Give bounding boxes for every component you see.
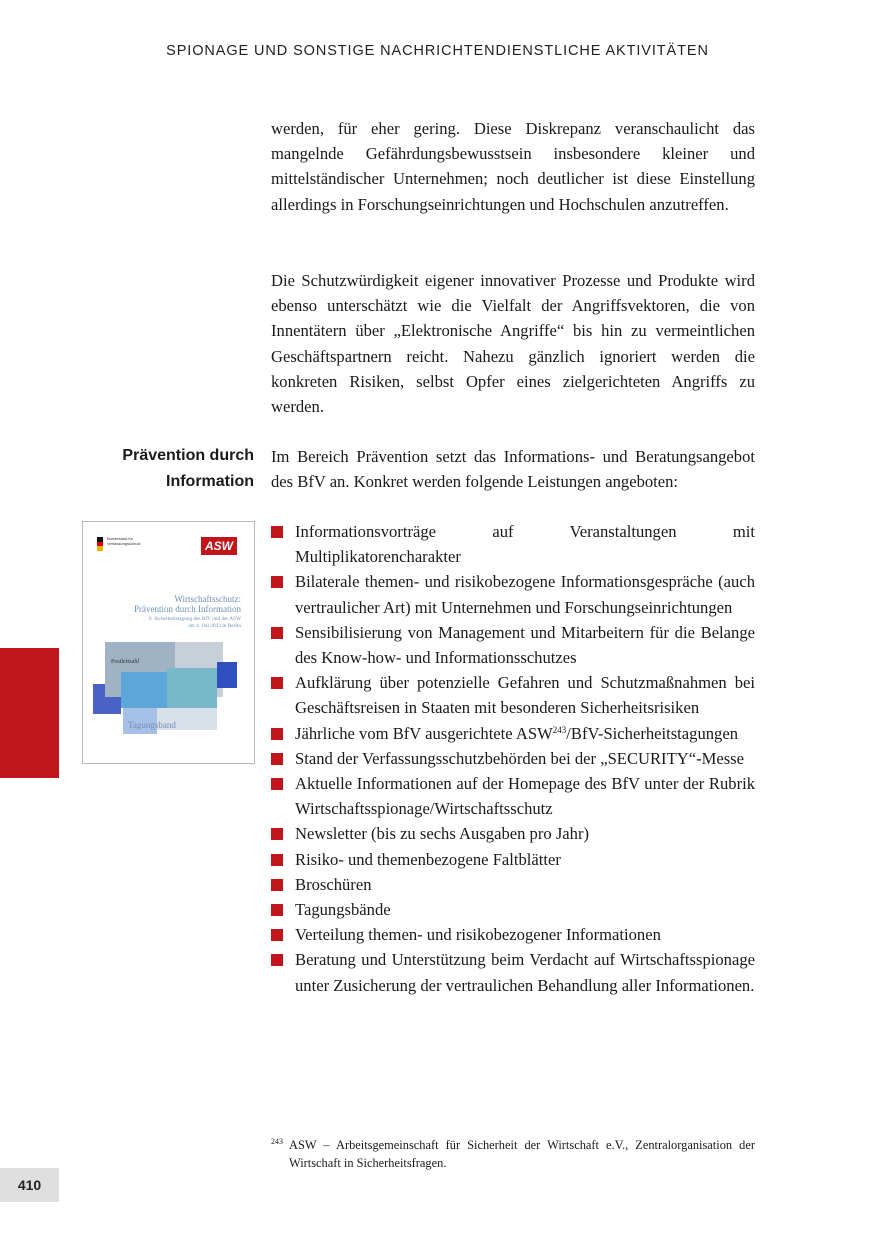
list-item — [271, 847, 755, 872]
brochure-cover-image — [82, 521, 255, 764]
page-number: 410 — [0, 1168, 59, 1202]
footnote — [271, 1136, 755, 1172]
square-bullet-icon — [271, 854, 283, 866]
paragraph-text: Im Bereich Prävention setzt das Informations- und Beratungsangebot des BfV an. Konkret werden folgende Leistungen angeboten: — [271, 447, 755, 492]
list-item — [271, 821, 755, 846]
list-item-text: Informationsvorträge auf Veranstaltungen mit Multiplikatorencharakter — [295, 522, 755, 567]
list-item-text: Aktuelle Informationen auf der Homepage des BfV unter der Rubrik Wirtschaftsspionage/Wirtschaftsschutz — [295, 774, 755, 819]
cover-org-line-1: Bundesamt für — [107, 536, 134, 541]
list-item-text: Tagungsbände — [295, 900, 391, 920]
cover-footer-label: Tagungsband — [128, 720, 176, 730]
body-paragraph-3 — [271, 444, 755, 494]
running-header: SPIONAGE UND SONSTIGE NACHRICHTENDIENSTLICHE AKTIVITÄTEN — [166, 43, 709, 59]
cover-org-name — [107, 536, 167, 546]
square-bullet-icon — [271, 576, 283, 588]
cover-subtitle — [91, 616, 241, 629]
footnote-text: ASW – Arbeitsgemeinschaft für Sicherheit der Wirtschaft e.V., Zentralorganisation der Wirtschaft in Sicherheitsfragen. — [289, 1138, 755, 1170]
list-item-text-after: /BfV-Sicherheitstagungen — [566, 723, 739, 743]
square-bullet-icon — [271, 753, 283, 765]
footnote-reference[interactable]: 243 — [552, 724, 567, 735]
list-item-text: Verteilung themen- und risikobezogener Informationen — [295, 925, 661, 945]
square-bullet-icon — [271, 728, 283, 740]
federal-eagle-flag-icon — [97, 537, 103, 551]
services-list — [271, 519, 755, 998]
list-item-text: Risiko- und themenbezogene Faltblätter — [295, 849, 561, 869]
body-paragraph-2 — [271, 268, 755, 419]
square-bullet-icon — [271, 929, 283, 941]
square-bullet-icon — [271, 677, 283, 689]
cover-title-line-1: Wirtschaftsschutz: — [174, 594, 241, 604]
square-bullet-icon — [271, 526, 283, 538]
list-item — [271, 897, 755, 922]
list-item — [271, 519, 755, 569]
list-item-text: Aufklärung über potenzielle Gefahren und Schutzmaßnahmen bei Geschäftsreisen in Staaten mit besonderen Sicherheitsrisiken — [295, 673, 755, 718]
list-item — [271, 947, 755, 997]
paragraph-text: werden, für eher gering. Diese Diskrepanz veranschaulicht das mangelnde Gefährdungsbewusstsein insbesondere kleiner und mittelständischer Unternehmen; noch deutlicher ist diese Einstellung allerdings in Forschungseinrichtungen und Hochschulen anzutreffen. — [271, 119, 755, 214]
list-item — [271, 746, 755, 771]
side-heading-line-2: Information — [166, 473, 254, 490]
list-item — [271, 569, 755, 619]
cover-subtitle-line-2: am 4. Juli 2012 in Berlin — [188, 622, 241, 629]
list-item — [271, 721, 755, 746]
side-heading-line-1: Prävention durch — [122, 447, 254, 464]
square-bullet-icon — [271, 778, 283, 790]
list-item-text: Sensibilisierung von Management und Mitarbeitern für die Belange des Know-how- und Informationsschutzes — [295, 622, 755, 668]
list-item — [271, 922, 755, 947]
square-bullet-icon — [271, 904, 283, 916]
paragraph-text: Die Schutzwürdigkeit eigener innovativer Prozesse und Produkte wird ebenso unterschätzt wie die Vielfalt der Angriffsvektoren, die von Innentätern über „Elektronische Angriffe“ bis hin zu vermeintlichen Geschäftspartnern reicht. Nahezu gänzlich ignoriert werden die konkreten Risiken, selbst Opfer eines zielgerichteten Angriffs zu werden. — [271, 271, 755, 417]
list-item-text: Stand der Verfassungsschutzbehörden bei der „SECURITY“-Messe — [295, 748, 744, 768]
square-bullet-icon — [271, 828, 283, 840]
list-item-text: Broschüren — [295, 874, 372, 894]
asw-logo: ASW — [201, 537, 237, 555]
cover-photo-collage — [93, 634, 248, 734]
list-item — [271, 620, 755, 670]
list-item-text-before: Jährliche vom BfV ausgerichtete ASW — [295, 723, 553, 743]
side-heading — [95, 443, 254, 495]
cover-title — [91, 594, 241, 614]
chapter-tab-marker — [0, 648, 59, 778]
list-item-text: Beratung und Unterstützung beim Verdacht auf Wirtschaftsspionage unter Zusicherung der vertraulichen Behandlung aller Informationen. — [295, 950, 755, 995]
list-item-text: Newsletter (bis zu sechs Ausgaben pro Jahr) — [295, 824, 589, 844]
body-paragraph-1 — [271, 116, 755, 217]
list-item — [271, 670, 755, 720]
footnote-number: 243 — [271, 1137, 283, 1146]
list-item — [271, 872, 755, 897]
square-bullet-icon — [271, 627, 283, 639]
square-bullet-icon — [271, 879, 283, 891]
cover-subtitle-line-1: 6. Sicherheitstagung des BfV und der ASW — [148, 616, 241, 622]
square-bullet-icon — [271, 954, 283, 966]
cover-org-line-2: Verfassungsschutz — [107, 541, 141, 546]
list-item-text: Bilaterale themen- und risikobezogene Informationsgespräche (auch vertraulicher Art) mit Unternehmen und Forschungseinrichtungen — [295, 572, 755, 617]
list-item — [271, 771, 755, 821]
cover-title-line-2: Prävention durch Information — [134, 604, 241, 614]
cover-art-label: Postleitzahl — [111, 659, 139, 665]
